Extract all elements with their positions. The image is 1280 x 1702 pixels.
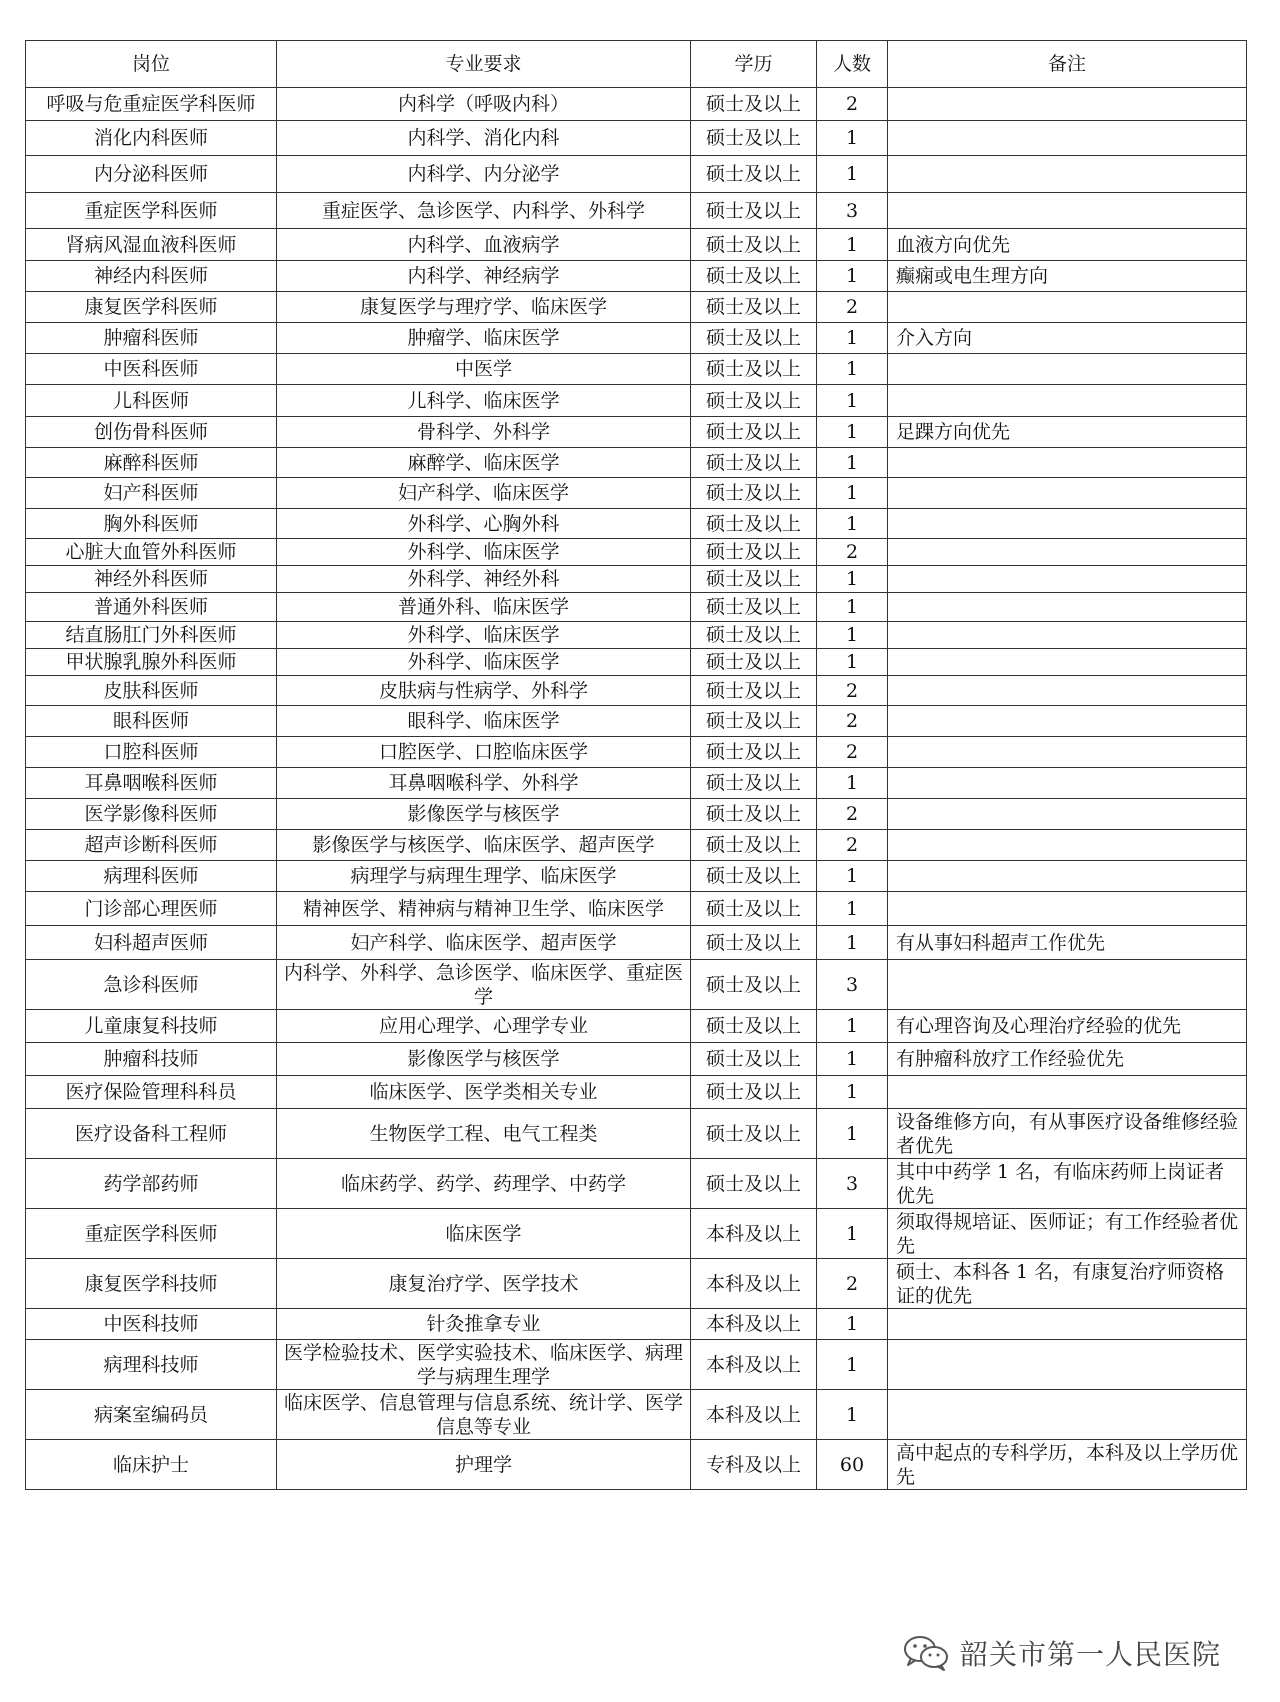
cell-position: 妇产科医师 [26,478,277,509]
table-row [26,622,1247,649]
cell-position: 病理科技师 [26,1340,277,1390]
table-row [26,799,1247,830]
cell-major: 内科学、消化内科 [277,121,691,156]
recruitment-table [25,40,1247,1490]
cell-major: 耳鼻咽喉科学、外科学 [277,768,691,799]
cell-major: 重症医学、急诊医学、内科学、外科学 [277,193,691,229]
cell-remarks [888,566,1247,593]
cell-remarks [888,622,1247,649]
cell-count: 1 [817,385,888,417]
cell-major: 临床医学 [277,1209,691,1259]
header-position: 岗位 [26,41,277,88]
cell-education: 硕士及以上 [691,478,817,509]
cell-remarks [888,960,1247,1010]
table-row [26,1159,1247,1209]
cell-position: 口腔科医师 [26,737,277,768]
cell-remarks [888,706,1247,737]
table-row [26,1440,1247,1490]
cell-major: 普通外科、临床医学 [277,593,691,622]
table-row [26,417,1247,448]
cell-count: 3 [817,1159,888,1209]
cell-education: 硕士及以上 [691,292,817,323]
cell-remarks: 癫痫或电生理方向 [888,261,1247,292]
table-row [26,706,1247,737]
cell-position: 耳鼻咽喉科医师 [26,768,277,799]
cell-remarks: 高中起点的专科学历，本科及以上学历优先 [888,1440,1247,1490]
cell-remarks [888,1390,1247,1440]
cell-major: 中医学 [277,354,691,385]
table-row [26,926,1247,960]
cell-education: 本科及以上 [691,1309,817,1340]
cell-count: 1 [817,566,888,593]
cell-remarks [888,676,1247,706]
cell-remarks [888,1340,1247,1390]
cell-position: 创伤骨科医师 [26,417,277,448]
cell-count: 1 [817,649,888,676]
cell-position: 内分泌科医师 [26,156,277,193]
cell-remarks [888,861,1247,892]
cell-education: 硕士及以上 [691,156,817,193]
cell-count: 3 [817,193,888,229]
cell-major: 针灸推拿专业 [277,1309,691,1340]
table-row [26,509,1247,539]
cell-major: 生物医学工程、电气工程类 [277,1109,691,1159]
cell-position: 病理科医师 [26,861,277,892]
wechat-icon [902,1633,950,1673]
cell-major: 内科学、外科学、急诊医学、临床医学、重症医学 [277,960,691,1010]
cell-remarks [888,768,1247,799]
cell-position: 重症医学科医师 [26,193,277,229]
table-row [26,676,1247,706]
table-header-row [26,41,1247,88]
cell-major: 外科学、临床医学 [277,649,691,676]
cell-education: 硕士及以上 [691,926,817,960]
cell-count: 1 [817,121,888,156]
cell-remarks: 足踝方向优先 [888,417,1247,448]
cell-remarks [888,830,1247,861]
cell-position: 妇科超声医师 [26,926,277,960]
cell-education: 硕士及以上 [691,622,817,649]
cell-position: 门诊部心理医师 [26,892,277,926]
cell-education: 硕士及以上 [691,193,817,229]
cell-major: 肿瘤学、临床医学 [277,323,691,354]
cell-major: 皮肤病与性病学、外科学 [277,676,691,706]
cell-position: 神经内科医师 [26,261,277,292]
cell-count: 1 [817,448,888,478]
table-row [26,1076,1247,1109]
table-row [26,1390,1247,1440]
cell-remarks [888,88,1247,121]
table-row [26,88,1247,121]
cell-education: 硕士及以上 [691,509,817,539]
table-row [26,478,1247,509]
cell-position: 超声诊断科医师 [26,830,277,861]
cell-education: 硕士及以上 [691,417,817,448]
cell-position: 甲状腺乳腺外科医师 [26,649,277,676]
cell-position: 眼科医师 [26,706,277,737]
cell-remarks: 有肿瘤科放疗工作经验优先 [888,1043,1247,1076]
table-row [26,323,1247,354]
cell-count: 2 [817,830,888,861]
cell-remarks: 设备维修方向，有从事医疗设备维修经验者优先 [888,1109,1247,1159]
cell-count: 1 [817,354,888,385]
cell-remarks: 硕士、本科各 1 名，有康复治疗师资格证的优先 [888,1259,1247,1309]
table-row [26,830,1247,861]
cell-position: 医疗保险管理科科员 [26,1076,277,1109]
cell-count: 2 [817,706,888,737]
header-remarks: 备注 [888,41,1247,88]
watermark [902,1633,1221,1673]
cell-education: 硕士及以上 [691,1109,817,1159]
cell-count: 1 [817,229,888,261]
cell-education: 硕士及以上 [691,1043,817,1076]
cell-remarks [888,737,1247,768]
cell-count: 1 [817,1390,888,1440]
cell-education: 本科及以上 [691,1340,817,1390]
cell-education: 硕士及以上 [691,448,817,478]
cell-remarks [888,478,1247,509]
cell-major: 外科学、临床医学 [277,622,691,649]
cell-major: 妇产科学、临床医学 [277,478,691,509]
cell-major: 影像医学与核医学 [277,1043,691,1076]
table-row [26,1340,1247,1390]
cell-count: 1 [817,156,888,193]
table-row [26,1043,1247,1076]
cell-count: 1 [817,1340,888,1390]
cell-education: 硕士及以上 [691,892,817,926]
cell-remarks [888,385,1247,417]
cell-major: 内科学、神经病学 [277,261,691,292]
cell-count: 1 [817,1309,888,1340]
cell-remarks [888,156,1247,193]
cell-education: 硕士及以上 [691,229,817,261]
cell-count: 1 [817,593,888,622]
table-row [26,1010,1247,1043]
table-row [26,861,1247,892]
cell-position: 肾病风湿血液科医师 [26,229,277,261]
table-row [26,354,1247,385]
cell-count: 1 [817,1010,888,1043]
cell-major: 外科学、临床医学 [277,539,691,566]
cell-education: 硕士及以上 [691,121,817,156]
cell-remarks [888,193,1247,229]
cell-remarks: 介入方向 [888,323,1247,354]
cell-position: 药学部药师 [26,1159,277,1209]
cell-education: 硕士及以上 [691,385,817,417]
cell-count: 1 [817,768,888,799]
cell-education: 硕士及以上 [691,88,817,121]
cell-count: 1 [817,926,888,960]
cell-count: 2 [817,292,888,323]
cell-major: 妇产科学、临床医学、超声医学 [277,926,691,960]
cell-count: 1 [817,323,888,354]
cell-remarks [888,1309,1247,1340]
cell-education: 硕士及以上 [691,737,817,768]
cell-education: 专科及以上 [691,1440,817,1490]
cell-position: 康复医学科医师 [26,292,277,323]
table-row [26,261,1247,292]
cell-remarks [888,649,1247,676]
cell-remarks: 有从事妇科超声工作优先 [888,926,1247,960]
cell-education: 硕士及以上 [691,354,817,385]
cell-education: 硕士及以上 [691,706,817,737]
cell-major: 外科学、神经外科 [277,566,691,593]
table-row [26,593,1247,622]
cell-education: 硕士及以上 [691,649,817,676]
cell-major: 骨科学、外科学 [277,417,691,448]
cell-remarks [888,593,1247,622]
cell-count: 2 [817,676,888,706]
cell-position: 医学影像科医师 [26,799,277,830]
table-row [26,1309,1247,1340]
cell-position: 结直肠肛门外科医师 [26,622,277,649]
cell-count: 1 [817,417,888,448]
cell-major: 康复治疗学、医学技术 [277,1259,691,1309]
table-row [26,737,1247,768]
table-row [26,1209,1247,1259]
cell-remarks [888,1076,1247,1109]
cell-position: 病案室编码员 [26,1390,277,1440]
cell-remarks [888,509,1247,539]
table-body [26,88,1247,1490]
table-row [26,539,1247,566]
cell-major: 内科学、血液病学 [277,229,691,261]
cell-education: 硕士及以上 [691,676,817,706]
cell-education: 硕士及以上 [691,1076,817,1109]
cell-remarks [888,892,1247,926]
cell-remarks [888,354,1247,385]
cell-education: 硕士及以上 [691,1010,817,1043]
cell-remarks: 其中中药学 1 名，有临床药师上岗证者优先 [888,1159,1247,1209]
cell-position: 普通外科医师 [26,593,277,622]
cell-count: 3 [817,960,888,1010]
cell-major: 康复医学与理疗学、临床医学 [277,292,691,323]
cell-major: 医学检验技术、医学实验技术、临床医学、病理学与病理生理学 [277,1340,691,1390]
cell-major: 外科学、心胸外科 [277,509,691,539]
cell-count: 1 [817,1076,888,1109]
cell-position: 皮肤科医师 [26,676,277,706]
cell-education: 硕士及以上 [691,799,817,830]
cell-position: 心脏大血管外科医师 [26,539,277,566]
cell-remarks [888,292,1247,323]
table-row [26,229,1247,261]
cell-position: 儿童康复科技师 [26,1010,277,1043]
cell-remarks [888,539,1247,566]
header-education: 学历 [691,41,817,88]
cell-count: 1 [817,622,888,649]
cell-count: 2 [817,1259,888,1309]
table-row [26,385,1247,417]
cell-remarks: 血液方向优先 [888,229,1247,261]
cell-count: 1 [817,1043,888,1076]
cell-education: 硕士及以上 [691,830,817,861]
cell-major: 口腔医学、口腔临床医学 [277,737,691,768]
table-row [26,768,1247,799]
cell-count: 1 [817,1209,888,1259]
cell-education: 硕士及以上 [691,960,817,1010]
header-count: 人数 [817,41,888,88]
cell-major: 儿科学、临床医学 [277,385,691,417]
cell-position: 神经外科医师 [26,566,277,593]
watermark-text: 韶关市第一人民医院 [960,1638,1222,1671]
cell-position: 肿瘤科技师 [26,1043,277,1076]
table-row [26,892,1247,926]
cell-major: 应用心理学、心理学专业 [277,1010,691,1043]
cell-remarks: 须取得规培证、医师证；有工作经验者优先 [888,1209,1247,1259]
cell-count: 2 [817,88,888,121]
cell-education: 硕士及以上 [691,566,817,593]
cell-position: 重症医学科医师 [26,1209,277,1259]
table-row [26,1109,1247,1159]
cell-major: 眼科学、临床医学 [277,706,691,737]
cell-position: 急诊科医师 [26,960,277,1010]
cell-education: 硕士及以上 [691,593,817,622]
table-row [26,156,1247,193]
cell-education: 硕士及以上 [691,261,817,292]
cell-remarks [888,121,1247,156]
cell-position: 医疗设备科工程师 [26,1109,277,1159]
cell-education: 本科及以上 [691,1390,817,1440]
cell-major: 麻醉学、临床医学 [277,448,691,478]
cell-education: 硕士及以上 [691,1159,817,1209]
cell-count: 60 [817,1440,888,1490]
cell-major: 内科学、内分泌学 [277,156,691,193]
cell-position: 中医科技师 [26,1309,277,1340]
cell-major: 影像医学与核医学、临床医学、超声医学 [277,830,691,861]
cell-count: 1 [817,1109,888,1159]
cell-education: 硕士及以上 [691,323,817,354]
cell-remarks: 有心理咨询及心理治疗经验的优先 [888,1010,1247,1043]
table-row [26,121,1247,156]
cell-education: 硕士及以上 [691,861,817,892]
cell-count: 1 [817,478,888,509]
cell-position: 中医科医师 [26,354,277,385]
cell-education: 硕士及以上 [691,539,817,566]
cell-count: 1 [817,861,888,892]
cell-count: 2 [817,539,888,566]
cell-major: 护理学 [277,1440,691,1490]
cell-remarks [888,448,1247,478]
cell-education: 本科及以上 [691,1209,817,1259]
cell-education: 本科及以上 [691,1259,817,1309]
cell-major: 临床药学、药学、药理学、中药学 [277,1159,691,1209]
cell-major: 内科学（呼吸内科） [277,88,691,121]
cell-position: 胸外科医师 [26,509,277,539]
cell-count: 1 [817,261,888,292]
cell-count: 1 [817,509,888,539]
table-row [26,649,1247,676]
cell-position: 麻醉科医师 [26,448,277,478]
cell-major: 精神医学、精神病与精神卫生学、临床医学 [277,892,691,926]
table-row [26,960,1247,1010]
cell-position: 呼吸与危重症医学科医师 [26,88,277,121]
cell-education: 硕士及以上 [691,768,817,799]
cell-position: 康复医学科技师 [26,1259,277,1309]
cell-position: 消化内科医师 [26,121,277,156]
table-row [26,1259,1247,1309]
cell-remarks [888,799,1247,830]
cell-major: 临床医学、医学类相关专业 [277,1076,691,1109]
cell-position: 肿瘤科医师 [26,323,277,354]
table-row [26,566,1247,593]
cell-major: 病理学与病理生理学、临床医学 [277,861,691,892]
cell-count: 2 [817,737,888,768]
table-row [26,448,1247,478]
cell-count: 1 [817,892,888,926]
table-row [26,292,1247,323]
cell-position: 临床护士 [26,1440,277,1490]
cell-position: 儿科医师 [26,385,277,417]
table-row [26,193,1247,229]
cell-major: 影像医学与核医学 [277,799,691,830]
header-major: 专业要求 [277,41,691,88]
cell-count: 2 [817,799,888,830]
cell-major: 临床医学、信息管理与信息系统、统计学、医学信息等专业 [277,1390,691,1440]
